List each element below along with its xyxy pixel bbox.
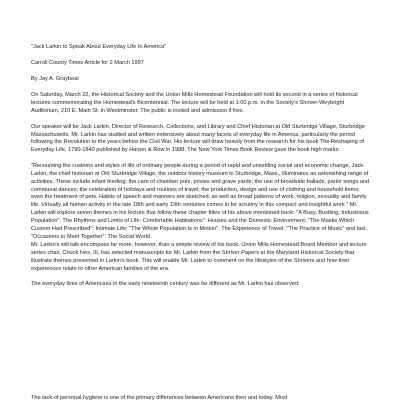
paragraph-speaker: Our speaker will be Jack Larkin, Director of Research, Collections, and Library and Chief Historian at Old Sturbridge Village, Sturbridge Massachusetts. Mr. Larkin has studied and written extensively about many facets of everyday life in America, particularly the period following the Revolution to the years before the Civil War. His lecture will draw heavily from the research for his book The Reshaping of Everyday Life, 1790-1840 published by Harper & Row in 1988. The New York Times Book Review gave the book high marks:	[31, 123, 365, 154]
article-title: "Jack Larkin to Speak About Everyday Life In America"	[31, 44, 167, 50]
spacer	[31, 155, 370, 163]
spacer	[31, 68, 370, 76]
paragraph-manuscripts: Mr. Larkin's will talk encompass far more, however, than a simple review of his book. Union Mills Homestead Board Member and lecture series chair, Chuck Ives, III, has selected manuscripts for Mr. Larkin from the Shriver Papers at the Maryland Historical Society that illustrate themes presented in Larkin's book. This will enable Mr. Larkin to comment on the lifestyles of the Shrivers and how their experiences relate to other American families of the era.	[31, 241, 367, 272]
paragraph-everyday-lives: The everyday lives of Americans in the early nineteenth century was far different as Mr. Larkin has observed.	[31, 281, 300, 288]
paragraph-review-quote: "Recounting the customs and styles of life of ordinary people during a period of rapid and unsettling social and economic change, Jack Larkin, the chief historian at Old Sturbridge Village, the outdoor history museum in Sturbridge, Mass., illuminates an astonishing range of activities. These include infant feeding; the care of chamber pots, privies and grave yards; the use of broadside ballads, parlor songs and communal dances; the celebration of holidays and routines of travel; the production, design and use of clothing and household items; even the treatment of pets. Habits of speech and manners are sketched, as well as broad patterns of work, religion, sexuality and family life. Virtually all human activity in the late 18th and early 19th centuries comes in for scrutiny in this compact and insightful work." Mr. Larkin will explore seven themes in his lecture that follow these chapter titles of his above mentioned book: "A Busy, Bustling, Industrious Population"; The Rhythms and Limits of Life; Comfortable Habitations": Houses and the Domestic Environment; "The Masks Which Custom Had Prescribed": Intimate Life; "The Whole Population Is in Motion": The Experience of Travel; "The Practice of Music" and last, "Occasions to Meet Together": The Social World.	[31, 162, 370, 240]
article-byline: By Jay A. Graybeal	[31, 76, 79, 83]
paragraph-intro: On Saturday, March 22, the Historical Society and the Union Mills Homestead Foundation will hold its second in a series of historical lectures commemorating the Homestead's Bicentennial. The lecture will be held at 1:00 p.m. in the Society's Shriver-Weybright Auditorium, 210 E. Main St. in Westminster. The public is invited and admission if free.	[31, 92, 358, 115]
spacer	[31, 274, 370, 282]
paragraph-cutoff: The lack of personal hygiene is one of the primary differences between Americans then and today. Most	[31, 395, 288, 401]
spacer	[31, 52, 370, 60]
article-source: Carroll County Times Article for 2 March 1997	[31, 60, 144, 67]
spacer	[31, 84, 370, 92]
spacer	[31, 116, 370, 124]
